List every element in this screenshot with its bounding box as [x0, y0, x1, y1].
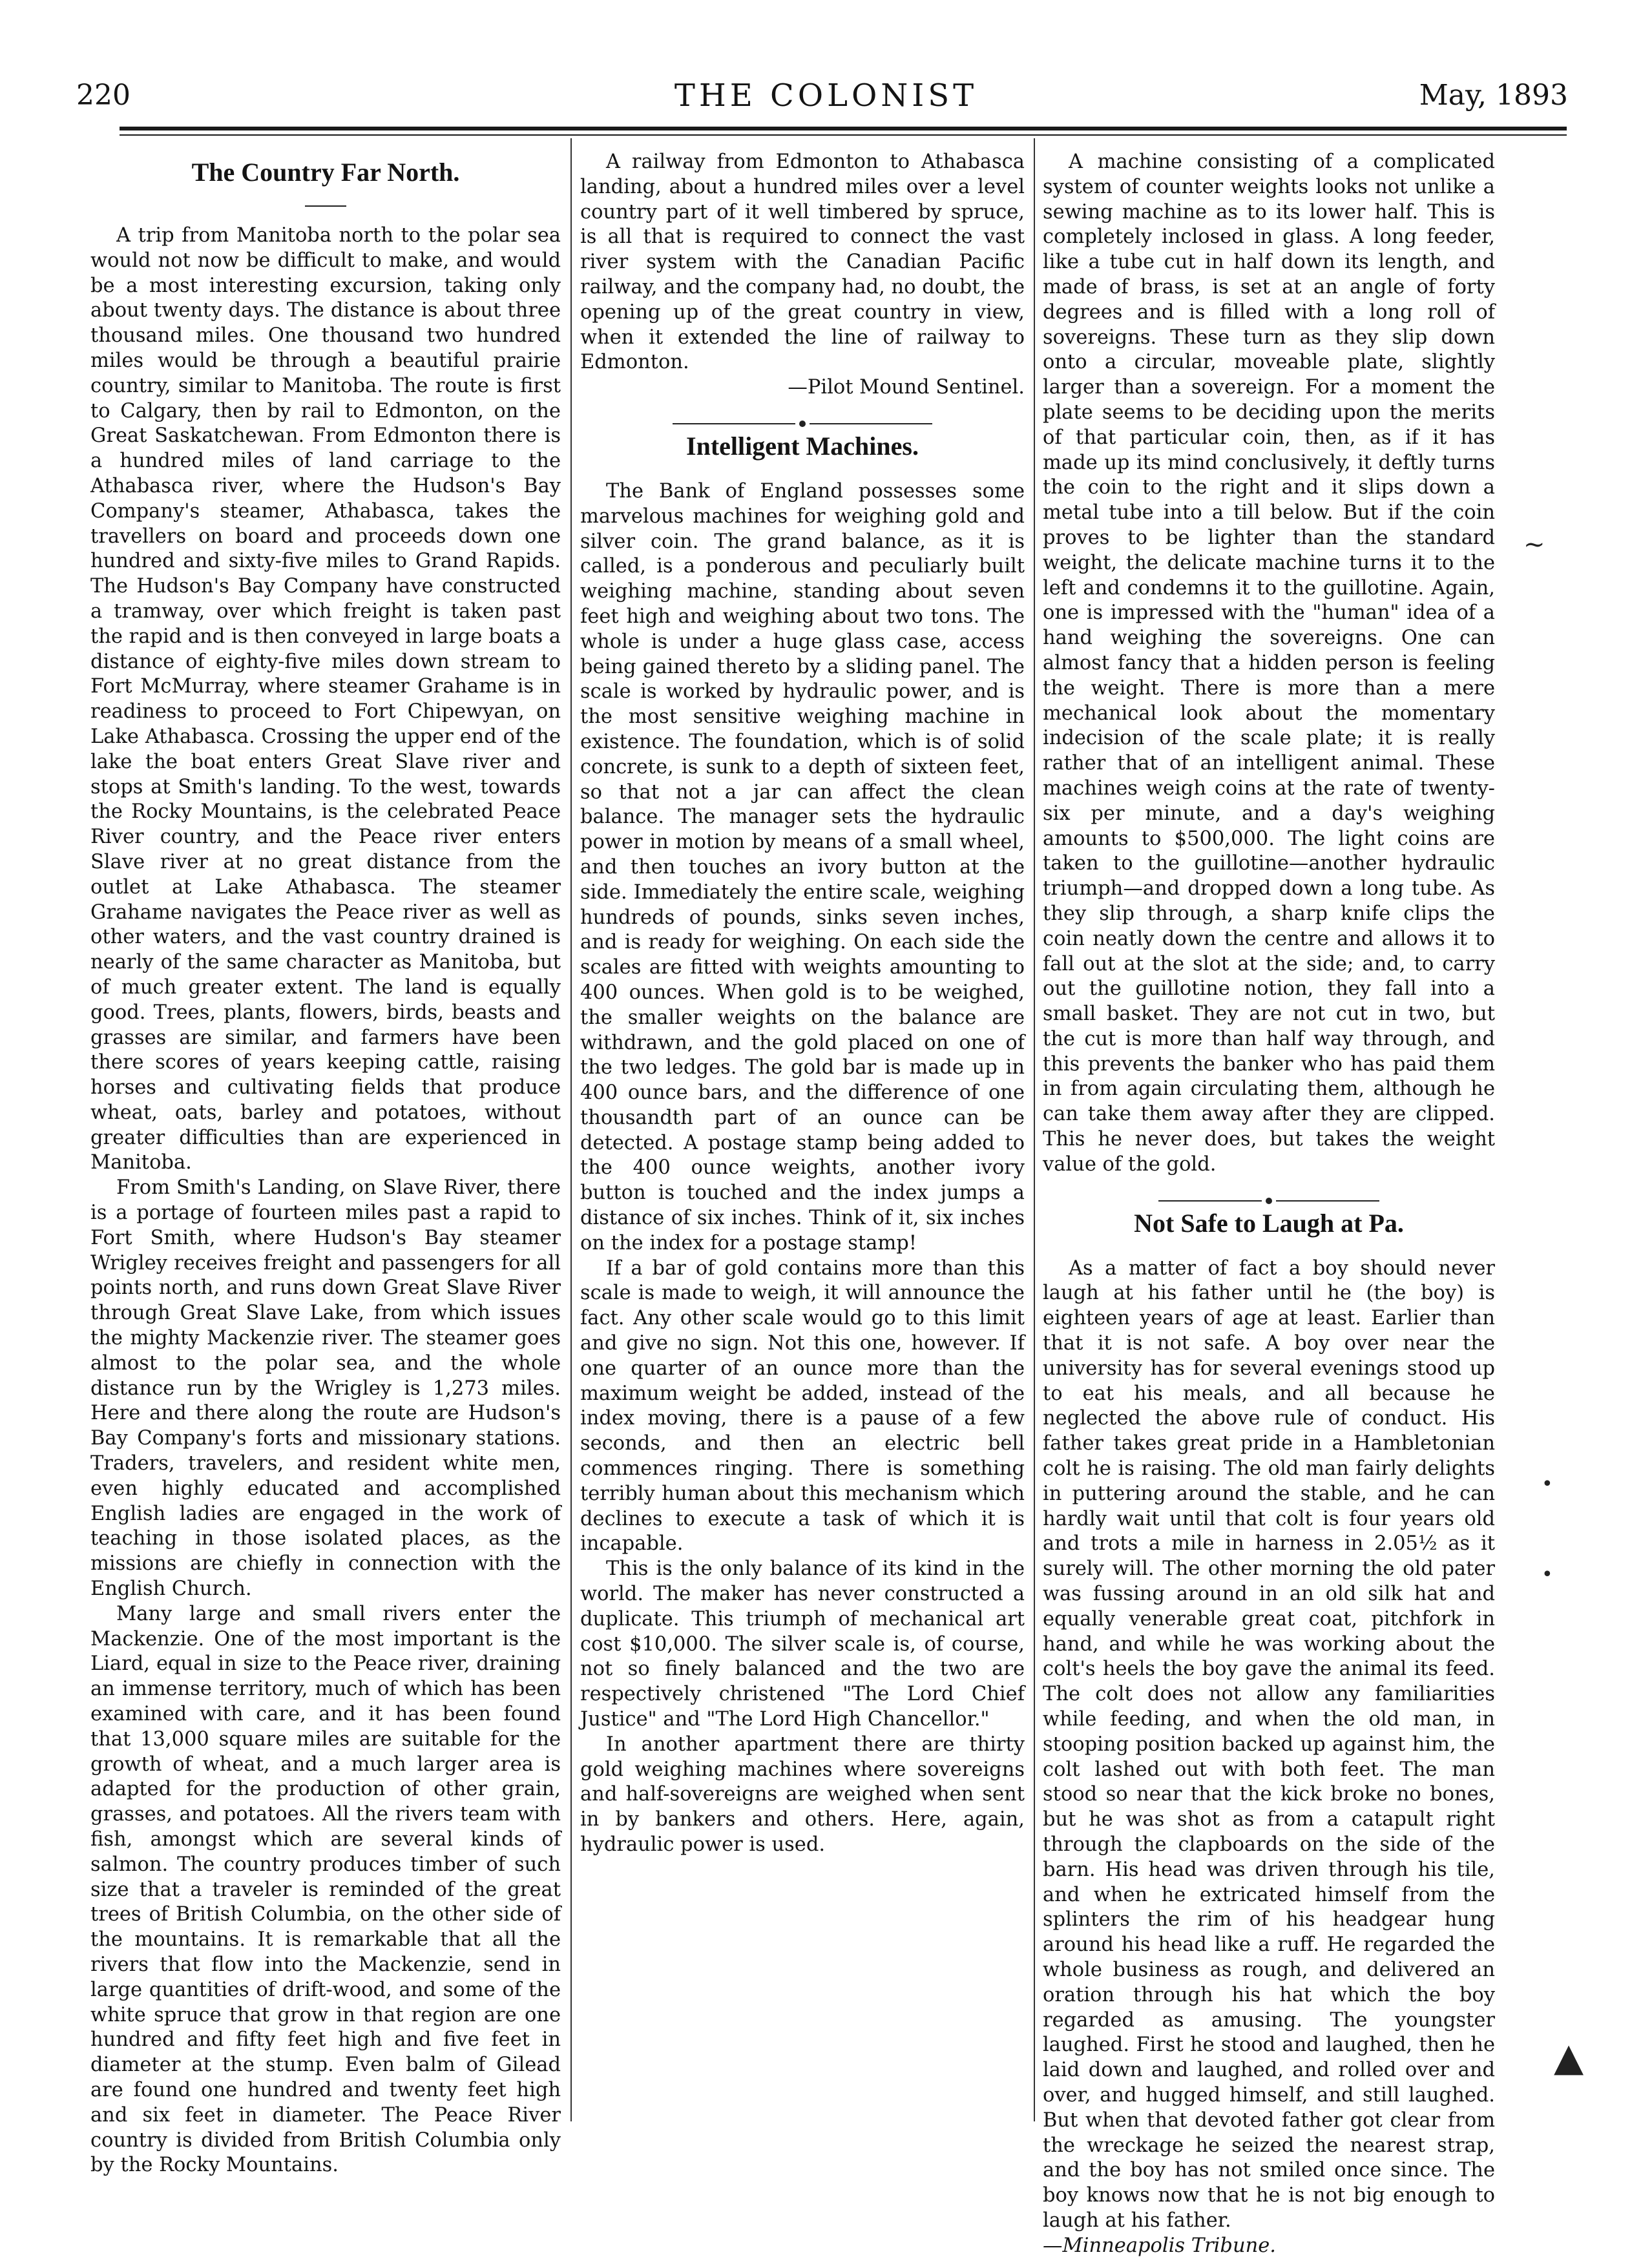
- article-headline: Intelligent Machines.: [686, 431, 919, 461]
- column-2: [580, 150, 1025, 2165]
- article-paragraph: The Bank of England possesses some marvelous machines for weighing gold and silver coin. The grand balance, as it is called, is a ponderous and peculiarly built weighing machine, standing about seven feet high and weighing about two tons. The whole is under a huge glass case, access being gained thereto by a sliding panel. The scale is worked by hydraulic power, and is the most sensitive weighing machine in existence. The foundation, which is of solid concrete, is sunk to a depth of sixteen feet, so that not a jar can affect the clean balance. The manager sets the hydraulic power in motion by means of a small wheel, and then touches an ivory button at the side. Immediately the entire scale, weighing hundreds of pounds, sinks seven inches, and is ready for weighing. On each side the scales are fitted with weights amounting to 400 ounces. When gold is to be weighed, the smaller weights on the balance are withdrawn, and the gold placed on one of the two ledges. The gold bar is made up in 400 ounce bars, and the difference of one thousandth part of an ounce can be detected. A postage stamp being added to the 400 ounce weights, another ivory button is touched and the index jumps a distance of six inches. Think of it, six inches on the index for a postage stamp!: [580, 479, 1025, 1254]
- headline-rule: [305, 205, 346, 207]
- column-divider: [1034, 138, 1035, 2121]
- column-1: [90, 150, 561, 2177]
- column-divider: [570, 138, 572, 2121]
- article-attribution: —Pilot Mound Sentinel.: [788, 376, 1025, 399]
- article-headline: The Country Far North.: [191, 158, 460, 187]
- header-rule-thin: [120, 134, 1567, 136]
- article-attribution: —Minneapolis Tribune.: [1043, 2234, 1276, 2257]
- margin-mark: •: [1542, 1563, 1553, 1586]
- section-ornament: [1043, 1188, 1495, 1201]
- article-paragraph: As a matter of fact a boy should never laugh at his father until he (the boy) is eighteen years of age at least. Earlier than that it is not safe. A boy over near the university has for several evenings stood up to eat his meals, and all because he neglected the above rule of conduct. His father takes great pride in a Hambletonian colt he is raising. The old man fairly delights in puttering around the stable, and he can hardly wait until that colt is four years old and trots a mile in harness in 2.05½ as it surely will. The other morning the old pater was fussing around in an old silk hat and equally venerable great coat, pitchfork in hand, and while he was working about the colt's heels the boy gave the animal its feed. The colt does not allow any familiarities while feeding, and when the old man, in stooping position backed up against him, the colt lashed out with both feet. The man stood so near that the kick broke no bones, but he was shot as from a catapult right through the clapboards on the side of the barn. His head was driven through his tile, and when he extricated himself from the splinters the rim of his headgear hung around his head like a ruff. He regarded the whole business as rough, and delivered an oration through his hat which the boy regarded as amusing. The youngster laughed. First he stood and laughed, then he laid down and laughed, and rolled over and over, and hugged himself, and still laughed. But when that devoted father got clear from the wreckage he seized the nearest strap, and the boy has not smiled once since. The boy knows now that he is not big enough to laugh at his father.: [1043, 1256, 1495, 2232]
- article-paragraph: Many large and small rivers enter the Mackenzie. One of the most important is the Liard, equal in size to the Peace river, draining an immense territory, much of which has been examined with care, and it has been found that 13,000 square miles are suitable for the growth of wheat, and a much larger area is adapted for the production of other grain, grasses, and potatoes. All the rivers team with fish, amongst which are several kinds of salmon. The country produces timber of such size that a traveler is reminded of the great trees of British Columbia, on the other side of the mountains. It is remarkable that all the rivers that flow into the Mackenzie, send in large quantities of drift-wood, and some of the white spruce that grow in that region are one hundred and fifty feet high and five feet in diameter at the stump. Even balm of Gilead are found one hundred and twenty feet high and six feet in diameter. The Peace River country is divided from British Columbia only by the Rocky Mountains.: [90, 1602, 561, 2177]
- article-headline: Not Safe to Laugh at Pa.: [1134, 1208, 1404, 1238]
- header-rule: [120, 127, 1567, 130]
- section-ornament: [580, 411, 1025, 424]
- issue-date: May, 1893: [1419, 79, 1568, 112]
- article-paragraph: A railway from Edmonton to Athabasca landing, about a hundred miles over a level country part of it well timbered by spruce, is all that is required to connect the vast river system with the Canadian Pacific railway, and the company had, no doubt, the opening up of the great country in view, when it extended the line of railway to Edmonton.: [580, 151, 1025, 374]
- article-paragraph: This is the only balance of its kind in the world. The maker has never constructed a duplicate. This triumph of mechanical art cost $10,000. The silver scale is, of course, not so finely balanced and the two are respectively christened "The Lord Chief Justice" and "The Lord High Chancellor.": [580, 1557, 1025, 1731]
- article-paragraph: If a bar of gold contains more than this scale is made to weigh, it will announce the fact. Any other scale would go to this limit and give no sign. Not this one, however. If one quarter of an ounce more than the maximum weight be added, instead of the index moving, there is a pause of a few seconds, and then an electric bell commences ringing. There is something terribly human about this mechanism which declines to execute a task of which it is incapable.: [580, 1256, 1025, 1556]
- masthead-title: THE COLONIST: [674, 78, 978, 114]
- column-3: [1043, 150, 1495, 2257]
- margin-mark: •: [1542, 1473, 1553, 1495]
- article-paragraph: In another apartment there are thirty gold weighing machines where sovereigns and half-sovereigns are weighed when sent in by bankers and others. Here, again, hydraulic power is used.: [580, 1733, 1025, 1856]
- margin-mark: ~: [1523, 530, 1545, 559]
- page-number: 220: [76, 79, 131, 112]
- article-paragraph: From Smith's Landing, on Slave River, there is a portage of fourteen miles past a rapid to Fort Smith, where Hudson's Bay steamer Wrigley receives freight and passengers for all points north, and runs down Great Slave River through Great Slave Lake, from which issues the mighty Mackenzie river. The steamer goes almost to the polar sea, and the whole distance run by the Wrigley is 1,273 miles. Here and there along the route are Hudson's Bay Company's forts and missionary stations. Traders, travelers, and resident white men, even highly educated and accomplished English ladies are engaged in the work of teaching in those isolated places, as the missions are chiefly in connection with the English Church.: [90, 1176, 561, 1601]
- article-paragraph: A trip from Manitoba north to the polar sea would not now be difficult to make, and would be a most interesting excursion, taking only about twenty days. The distance is about three thousand miles. One thousand two hundred miles would be through a beautiful prairie country, similar to Manitoba. The route is first to Calgary, then by rail to Edmonton, on the Great Saskatchewan. From Edmonton there is a hundred miles of land carriage to the Athabasca river, where the Hudson's Bay Company's steamer, Athabasca, takes the travellers on board and proceeds down one hundred and sixty-five miles to Grand Rapids. The Hudson's Bay Company have constructed a tramway, over which freight is taken past the rapid and is then conveyed in large boats a distance of eighty-five miles down stream to Fort McMurray, where steamer Grahame is in readiness to proceed to Fort Chipewyan, on Lake Athabasca. Crossing the upper end of the lake the boat enters Great Slave river and stops at Smith's landing. To the west, towards the Rocky Mountains, is the celebrated Peace River country, and the Peace river enters Slave river at no great distance from the outlet at Lake Athabasca. The steamer Grahame navigates the Peace river as well as other waters, and the vast country drained is nearly of the same character as Manitoba, but of much greater extent. The land is equally good. Trees, plants, flowers, birds, beasts and grasses are similar, and farmers have been there scores of years keeping cattle, raising horses and cultivating fields that produce wheat, oats, barley and potatoes, without greater difficulties than are experienced in Manitoba.: [90, 224, 561, 1174]
- article-paragraph: A machine consisting of a complicated system of counter weights looks not unlike a sewing machine as to its lower half. This is completely inclosed in glass. A long feeder, like a tube cut in half down its length, and made of brass, is set at an angle of forty degrees and is filled with a long roll of sovereigns. These turn as they slip down onto a circular, moveable plate, slightly larger than a sovereign. For a moment the plate seems to be deciding upon the merits of that particular coin, then, as if it has made up its mind conclusively, it deftly turns the coin to the right and it slips down a metal tube into a till below. But if the coin proves to be lighter than the standard weight, the delicate machine turns it to the left and condemns it to the guillotine. Again, one is impressed with the "human" idea of a hand weighing the sovereigns. One can almost fancy that a hidden person is feeling the weight. There is more than a mere mechanical look about the momentary indecision of the scale plate; it is really rather that of an intelligent animal. These machines weigh coins at the rate of twenty-six per minute, and a day's weighing amounts to $500,000. The light coins are taken to the guillotine—another hydraulic triumph—and dropped down a long tube. As they slip through, a sharp knife clips the coin neatly down the centre and allows it to fall out at the slot at the side; and, to carry out the guillotine notion, they fall into a small basket. They are not cut in two, but the cut is more than half way through, and this prevents the banker who has paid them in from again circulating them, although he can take them away after they are clipped. This he never does, but takes the weight value of the gold.: [1043, 151, 1495, 1176]
- margin-mark: ▲: [1554, 2035, 1584, 2080]
